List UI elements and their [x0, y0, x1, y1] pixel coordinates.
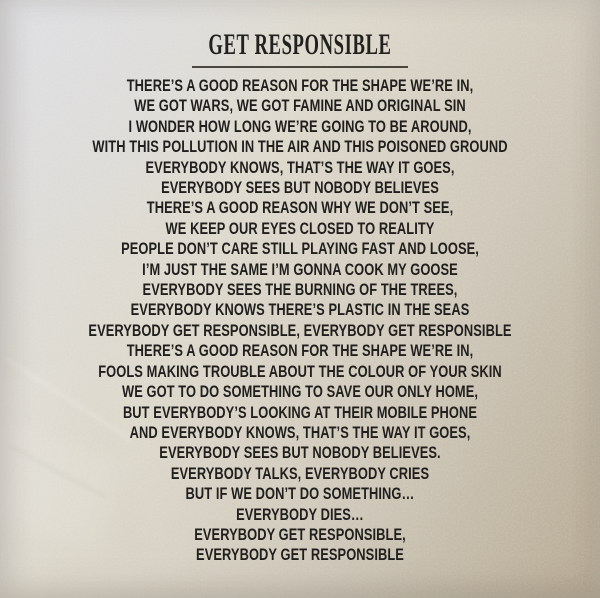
lyric-line: EVERYBODY SEES THE BURNING OF THE TREES, [142, 281, 458, 300]
lyric-line: EVERYBODY GET RESPONSIBLE, EVERYBODY GET RESPONSIBLE [88, 321, 512, 340]
lyric-line: BUT EVERYBODY’S LOOKING AT THEIR MOBILE PHONE [122, 403, 478, 422]
lyrics-block [4, 76, 597, 566]
lyric-line: I’M JUST THE SAME I’M GONNA COOK MY GOOSE [142, 260, 458, 279]
lyric-line: PEOPLE DON’T CARE STILL PLAYING FAST AND LOOSE, [121, 240, 479, 259]
lyric-line: AND EVERYBODY KNOWS, THAT’S THE WAY IT GOES, [129, 423, 471, 442]
lyric-line: WE GOT TO DO SOMETHING TO SAVE OUR ONLY HOME, [121, 383, 479, 402]
lyric-line: EVERYBODY KNOWS THERE’S PLASTIC IN THE SEAS [130, 301, 470, 320]
lyric-line: WE GOT WARS, WE GOT FAMINE AND ORIGINAL SIN [134, 97, 466, 116]
lyric-line: FOOLS MAKING TROUBLE ABOUT THE COLOUR OF YOUR SKIN [98, 362, 502, 381]
lyric-line: WITH THIS POLLUTION IN THE AIR AND THIS POISONED GROUND [92, 138, 508, 157]
lyric-line: THERE’S A GOOD REASON WHY WE DON’T SEE, [146, 199, 454, 218]
song-title: GET RESPONSIBLE [208, 28, 392, 61]
title-underline [192, 66, 408, 68]
lyric-line: EVERYBODY KNOWS, THAT’S THE WAY IT GOES, [145, 158, 455, 177]
lyric-line: I WONDER HOW LONG WE’RE GOING TO BE AROUND, [128, 117, 472, 136]
lyric-line: THERE’S A GOOD REASON FOR THE SHAPE WE’RE IN, [126, 77, 474, 95]
lyric-line: EVERYBODY SEES BUT NOBODY BELIEVES. [159, 444, 441, 463]
lyric-line: EVERYBODY DIES… [236, 505, 364, 524]
lyric-line: THERE’S A GOOD REASON FOR THE SHAPE WE’RE IN, [126, 342, 474, 361]
lyric-line: EVERYBODY TALKS, EVERYBODY CRIES [170, 464, 430, 483]
lyric-line: BUT IF WE DON’T DO SOMETHING… [185, 485, 415, 504]
lyric-line: WE KEEP OUR EYES CLOSED TO REALITY [165, 219, 435, 238]
lyric-line: EVERYBODY GET RESPONSIBLE [196, 546, 404, 565]
lyric-line: EVERYBODY GET RESPONSIBLE, [194, 525, 406, 544]
lyric-line: EVERYBODY SEES BUT NOBODY BELIEVES [161, 179, 439, 198]
